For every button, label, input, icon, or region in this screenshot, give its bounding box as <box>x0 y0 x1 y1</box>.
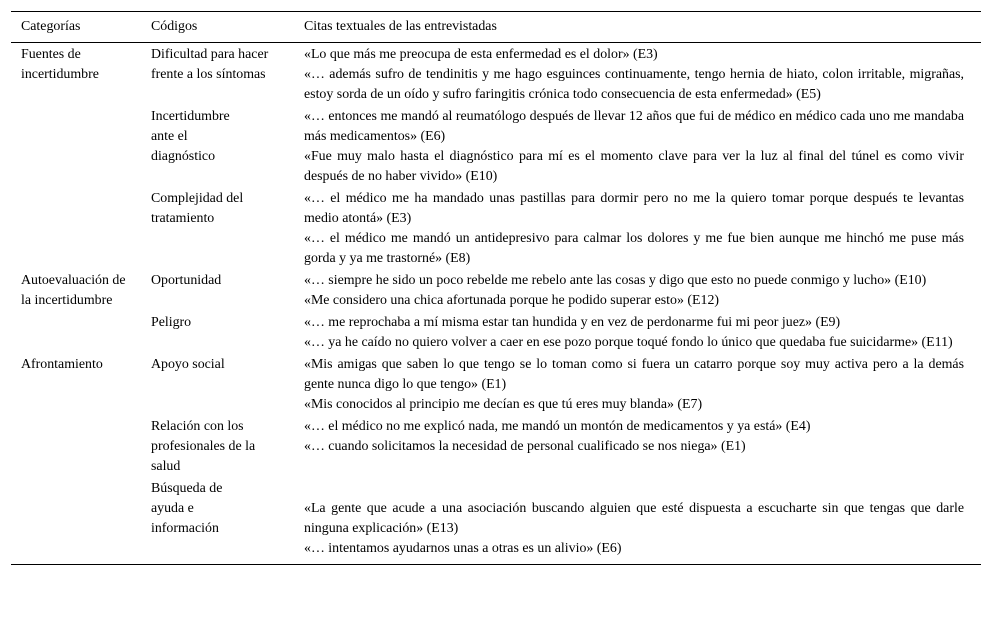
code-name: Oportunidad <box>151 273 222 288</box>
quote: «Mis amigas que saben lo que tengo se lo toman como si fuera un catarro porque soy muy activa pero a la demás gente nunca digo lo que tengo» (E1) <box>304 357 964 392</box>
code-row <box>151 105 964 187</box>
category-name: Autoevaluación de la incertidumbre <box>21 273 126 308</box>
quote: «… ya he caído no quiero volver a caer en ese pozo porque toqué fondo lo único que quedaba fue suicidarme» (E11) <box>304 335 953 350</box>
code-name: Relación con los profesionales de la salud <box>151 419 256 474</box>
code-name: Peligro <box>151 315 192 330</box>
quote: «Lo que más me preocupa de esta enfermedad es el dolor» (E3) <box>304 47 658 62</box>
quotes-cell <box>304 189 964 269</box>
category-row <box>11 43 981 269</box>
category-name: Fuentes de incertidumbre <box>21 47 99 82</box>
code-name: Búsqueda de ayuda e información <box>151 481 223 536</box>
code-row <box>151 269 964 311</box>
code-row <box>151 415 964 477</box>
quotes-cell <box>304 313 964 353</box>
code-row <box>151 187 964 269</box>
header-quotes: Citas textuales de las entrevistadas <box>304 19 497 34</box>
quote: «… intentamos ayudarnos unas a otras es un alivio» (E6) <box>304 541 622 556</box>
code-row <box>151 353 964 415</box>
quote: «… el médico me ha mandado unas pastillas para dormir pero no me la quiero tomar porque después te levantas medio atontá» (E3) <box>304 191 964 226</box>
code-row <box>151 311 964 353</box>
code-name: Incertidumbre ante el diagnóstico <box>151 109 230 164</box>
quotes-cell <box>304 355 964 415</box>
table-header <box>11 12 981 43</box>
quote: «Mis conocidos al principio me decían es que tú eres muy blanda» (E7) <box>304 397 703 412</box>
category-row <box>11 353 981 559</box>
code-row <box>151 477 964 559</box>
quote: «… me reprochaba a mí misma estar tan hundida y en vez de perdonarme fui mi peor juez» (E9) <box>304 315 841 330</box>
table-body <box>11 43 981 564</box>
quote: «… el médico no me explicó nada, me mandó un montón de medicamentos y ya está» (E4) <box>304 419 811 434</box>
quote: «La gente que acude a una asociación buscando alguien que esté dispuesta a escucharte sin que tengas que darle ninguna explicación» (E13) <box>304 501 964 536</box>
quote: «… entonces me mandó al reumatólogo después de llevar 12 años que fui de médico en médico cada uno me mandaba más medicamentos» (E6) <box>304 109 964 144</box>
header-categories: Categorías <box>21 19 81 34</box>
quote: «… cuando solicitamos la necesidad de personal cualificado se nos niega» (E1) <box>304 439 746 454</box>
code-name: Complejidad del tratamiento <box>151 191 244 226</box>
code-name: Dificultad para hacer frente a los síntomas <box>151 47 269 82</box>
quotes-cell <box>304 107 964 187</box>
quote: «… el médico me mandó un antidepresivo para calmar los dolores y me fue bien aunque me hinchó me puse más gorda y ya me trastorné» (E8) <box>304 231 964 266</box>
quotes-cell <box>304 417 964 477</box>
quote: «Fue muy malo hasta el diagnóstico para mí es el momento clave para ver la luz al final del túnel es como vivir después de no haber vivido» (E10) <box>304 149 964 184</box>
code-name: Apoyo social <box>151 357 225 372</box>
category-codes <box>151 269 964 353</box>
category-codes <box>151 353 964 559</box>
quote: «… además sufro de tendinitis y me hago esguinces continuamente, tengo hernia de hiato, colon irritable, migrañas, estoy sorda de un oído y sufro faringitis crónica todo consecuencia de esta enfermedad» (E5) <box>304 67 964 102</box>
qualitative-table <box>11 11 981 565</box>
category-row <box>11 269 981 353</box>
quote: «… siempre he sido un poco rebelde me rebelo ante las cosas y digo que esto no puede conmigo y lucho» (E10) <box>304 273 927 288</box>
code-row <box>151 43 964 105</box>
quotes-cell <box>304 479 964 559</box>
quotes-cell <box>304 271 964 311</box>
header-codes: Códigos <box>151 19 198 34</box>
quote: «Me considero una chica afortunada porque he podido superar esto» (E12) <box>304 293 720 308</box>
category-codes <box>151 43 964 269</box>
quotes-cell <box>304 45 964 105</box>
category-name: Afrontamiento <box>21 357 103 372</box>
